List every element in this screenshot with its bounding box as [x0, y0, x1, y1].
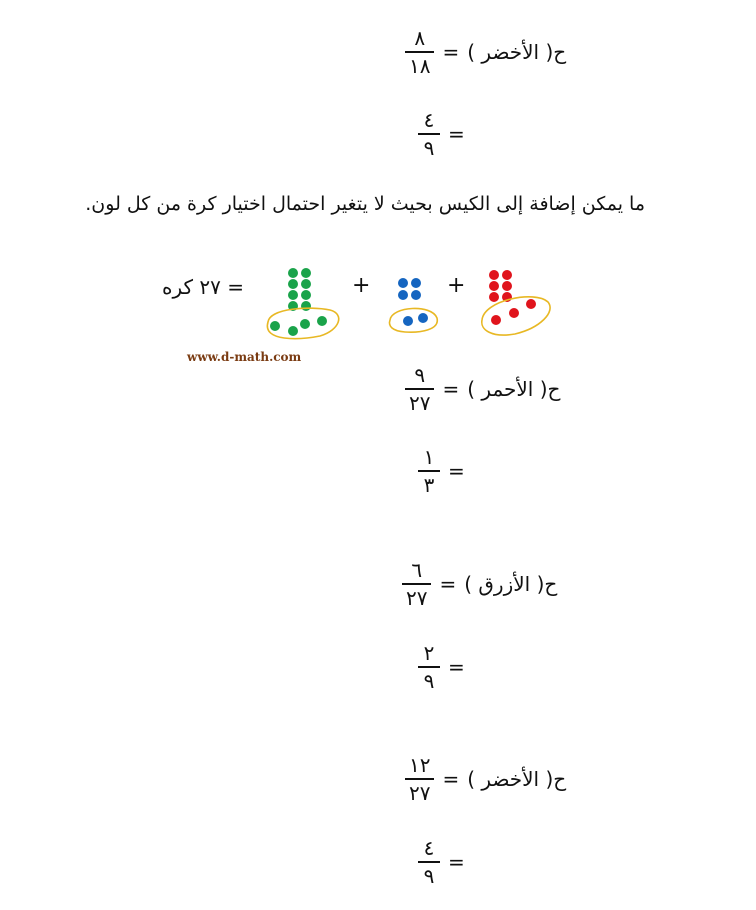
numerator: ١: [423, 445, 435, 469]
denominator: ٩: [423, 669, 435, 693]
numerator: ٤: [423, 108, 435, 132]
numerator: ٦: [411, 558, 423, 582]
simplified-row-4: [418, 838, 465, 886]
prob-label: ح( الأخضر ): [467, 767, 567, 791]
prob-label: ح( الأخضر ): [467, 40, 567, 64]
total-count: ٢٧ كره: [162, 275, 221, 299]
fraction: [418, 643, 440, 691]
red-balls-added: [491, 299, 536, 325]
equals-sign: =: [442, 767, 460, 791]
green-added-outline: [267, 308, 338, 338]
equals-sign: =: [442, 377, 460, 401]
denominator: ٢٧: [406, 586, 428, 610]
prob-label: ح( الأزرق ): [464, 572, 558, 596]
equals-sign: =: [448, 850, 465, 874]
blue-added-outline: [390, 308, 438, 332]
numerator: ٢: [423, 641, 435, 665]
fraction: [405, 28, 434, 76]
denominator: ١٨: [409, 54, 431, 78]
equals-sign: =: [448, 459, 465, 483]
simplified-row-3: [418, 643, 465, 691]
total-label: [162, 275, 244, 299]
prob-green-row-2: [405, 755, 566, 803]
red-added-outline: [482, 297, 550, 335]
denominator: ٩: [423, 136, 435, 160]
question-text: ما يمكن إضافة إلى الكيس بحيث لا يتغير احتمال اختيار كرة من كل لون.: [85, 193, 645, 215]
green-balls-added: [270, 316, 327, 336]
prob-green-row-1: [405, 28, 566, 76]
watermark-url: www.d-math.com: [187, 350, 302, 364]
denominator: ٩: [423, 864, 435, 888]
simplified-row-1: [418, 110, 465, 158]
plus-sign: +: [352, 273, 371, 298]
equals-sign: =: [442, 40, 460, 64]
numerator: ٨: [414, 26, 426, 50]
numerator: ٩: [414, 363, 426, 387]
simplified-row-2: [418, 447, 465, 495]
prob-label: ح( الأحمر ): [467, 377, 561, 401]
fraction: [405, 365, 434, 413]
green-balls-existing: [288, 268, 311, 311]
denominator: ٢٧: [409, 781, 431, 805]
fraction: [405, 755, 434, 803]
fraction: [418, 838, 440, 886]
numerator: ١٢: [409, 753, 431, 777]
equals-sign: =: [448, 122, 465, 146]
fraction: [418, 447, 440, 495]
denominator: ٣: [423, 473, 435, 497]
fraction: [418, 110, 440, 158]
fraction: [402, 560, 431, 608]
red-balls-existing: [489, 270, 512, 302]
blue-balls-existing: [398, 278, 421, 300]
equals-sign: =: [448, 655, 465, 679]
prob-blue-row: [402, 560, 557, 608]
blue-balls-added: [403, 313, 428, 326]
prob-red-row: [405, 365, 560, 413]
denominator: ٢٧: [409, 391, 431, 415]
plus-sign: +: [447, 273, 466, 298]
equals-sign: =: [439, 572, 457, 596]
numerator: ٤: [423, 836, 435, 860]
equals-sign: =: [227, 275, 245, 299]
